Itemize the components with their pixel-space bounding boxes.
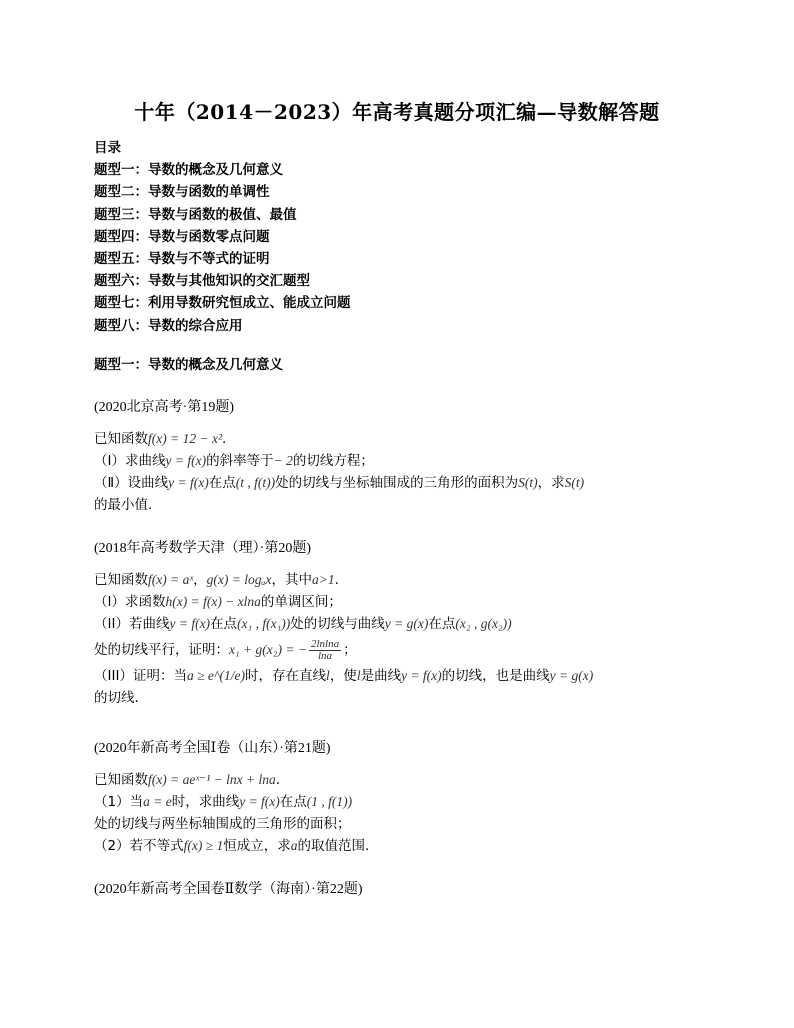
problem-line xyxy=(94,791,369,813)
text: ； xyxy=(343,642,357,658)
text: 在点 xyxy=(428,616,456,632)
problem-line xyxy=(94,613,593,635)
problem-line xyxy=(94,428,584,450)
toc-item[interactable]: 题型一：导数的概念及几何意义 xyxy=(94,162,283,179)
toc-item[interactable]: 题型三：导数与函数的极值、最值 xyxy=(94,206,297,223)
math-expr: a xyxy=(290,838,298,853)
text: . xyxy=(334,572,339,588)
toc-heading: 目录 xyxy=(94,140,121,156)
text: 已知函数 xyxy=(94,772,148,788)
problem-1 xyxy=(94,428,584,516)
math-expr: y = f(x) xyxy=(165,453,207,468)
math-expr: f(x) = aeˣ⁻¹ − lnx + lna xyxy=(148,772,276,787)
fraction xyxy=(309,639,341,662)
math-expr: y = g(x) xyxy=(384,616,429,631)
math-expr: y = f(x) xyxy=(239,794,280,809)
text: . xyxy=(222,431,227,447)
text: （1）当 xyxy=(94,794,144,810)
text: 的取值范围. xyxy=(297,838,370,854)
text: . xyxy=(275,772,281,788)
document-title: 十年（2014－2023）年高考真题分项汇编—导数解答题 xyxy=(134,100,660,124)
toc-item[interactable]: 题型五：导数与不等式的证明 xyxy=(94,251,270,268)
problem-line: 处的切线与两坐标轴围成的三角形的面积； xyxy=(94,816,351,832)
problem-source: (2020北京高考·第19题) xyxy=(94,400,234,415)
text: ，使 xyxy=(329,668,357,684)
toc-item[interactable]: 题型二：导数与函数的单调性 xyxy=(94,184,270,201)
math-expr: h(x) = f(x) − xlna xyxy=(165,594,261,609)
problem-line: 的最小值. xyxy=(94,497,153,513)
math-expr: (1 , f(1)) xyxy=(306,794,353,809)
problem-2 xyxy=(94,569,593,709)
text: 时，求曲线 xyxy=(171,794,240,810)
problem-line xyxy=(94,835,369,857)
text: 是曲线 xyxy=(360,668,402,684)
text: （III）证明：当 xyxy=(94,668,187,684)
math-expr: g(x) = logₐx xyxy=(206,572,272,587)
text: （Ⅰ）求曲线 xyxy=(94,453,166,469)
math-expr: f(x) = aˣ xyxy=(148,572,194,587)
problem-line xyxy=(94,450,584,472)
math-expr: a>1 xyxy=(311,572,335,587)
problem-source: (2018年高考数学天津（理）·第20题) xyxy=(94,541,311,556)
problem-line: 的切线. xyxy=(94,690,139,706)
problem-line xyxy=(94,769,369,791)
math-expr: f(x) ≥ 1 xyxy=(183,838,224,853)
math-expr: − 2 xyxy=(273,453,293,468)
problem-line xyxy=(94,591,593,613)
text: （2）若不等式 xyxy=(94,838,184,854)
toc-item[interactable]: 题型六：导数与其他知识的交汇题型 xyxy=(94,273,310,290)
text: （Ⅱ）设曲线 xyxy=(94,475,169,491)
toc-item[interactable]: 题型八：导数的综合应用 xyxy=(94,317,243,334)
table-of-contents xyxy=(94,137,351,337)
toc-item[interactable]: 题型四：导数与函数零点问题 xyxy=(94,228,270,245)
text: ，其中 xyxy=(271,572,312,588)
math-expr: (t , f(t)) xyxy=(235,475,276,490)
text: 处的切线平行，证明： xyxy=(94,642,229,658)
text: 的斜率等于 xyxy=(206,453,274,469)
problem-line xyxy=(94,569,593,591)
text: 在点 xyxy=(208,475,236,491)
text: 的切线方程； xyxy=(292,453,374,469)
text: （I）求函数 xyxy=(94,594,166,610)
fraction-denominator: lna xyxy=(317,649,333,662)
math-expr: y = f(x) xyxy=(401,668,442,683)
math-expr: (x₁ , f(x₁)) xyxy=(237,616,291,631)
math-expr: y = f(x) xyxy=(169,616,211,631)
text: ， xyxy=(193,572,207,588)
math-expr: a ≥ e^(1/e) xyxy=(186,668,246,683)
text: 的单调区间； xyxy=(260,594,342,610)
problem-line xyxy=(94,665,593,687)
text: 已知函数 xyxy=(94,572,148,588)
toc-item[interactable]: 题型七：利用导数研究恒成立、能成立问题 xyxy=(94,295,351,312)
math-expr: y = f(x) xyxy=(168,475,209,490)
text: ，求 xyxy=(537,475,565,491)
text: 处的切线与坐标轴围成的三角形的面积为 xyxy=(275,475,519,491)
math-expr: y = g(x) xyxy=(549,668,594,683)
math-expr: a = e xyxy=(143,794,172,809)
problem-line xyxy=(94,635,593,665)
math-expr: S(t) xyxy=(518,475,538,490)
text: （II）若曲线 xyxy=(94,616,170,632)
math-expr: (x₂ , g(x₂)) xyxy=(455,616,512,631)
problem-source: (2020年新高考全国Ⅰ卷（山东）·第21题) xyxy=(94,741,331,756)
math-expr: l xyxy=(356,668,361,683)
problem-source: (2020年新高考全国卷Ⅱ数学（海南）·第22题) xyxy=(94,882,363,897)
math-expr: S(t) xyxy=(564,475,585,490)
text: 恒成立，求 xyxy=(223,838,291,854)
text: 的切线，也是曲线 xyxy=(441,668,550,684)
problem-3 xyxy=(94,769,369,857)
text: 已知函数 xyxy=(94,431,148,447)
math-expr: l xyxy=(326,668,330,683)
section-heading: 题型一：导数的概念及几何意义 xyxy=(94,357,283,373)
problem-line xyxy=(94,472,584,494)
math-expr: f(x) = 12 − x² xyxy=(148,431,222,446)
math-expr: x₁ + g(x₂) = − xyxy=(229,642,307,657)
text: 在点 xyxy=(279,794,307,810)
text: 处的切线与曲线 xyxy=(290,616,385,632)
text: 在点 xyxy=(210,616,238,632)
fraction-numerator: 2lnlna xyxy=(310,637,340,650)
text: 时，存在直线 xyxy=(245,668,327,684)
